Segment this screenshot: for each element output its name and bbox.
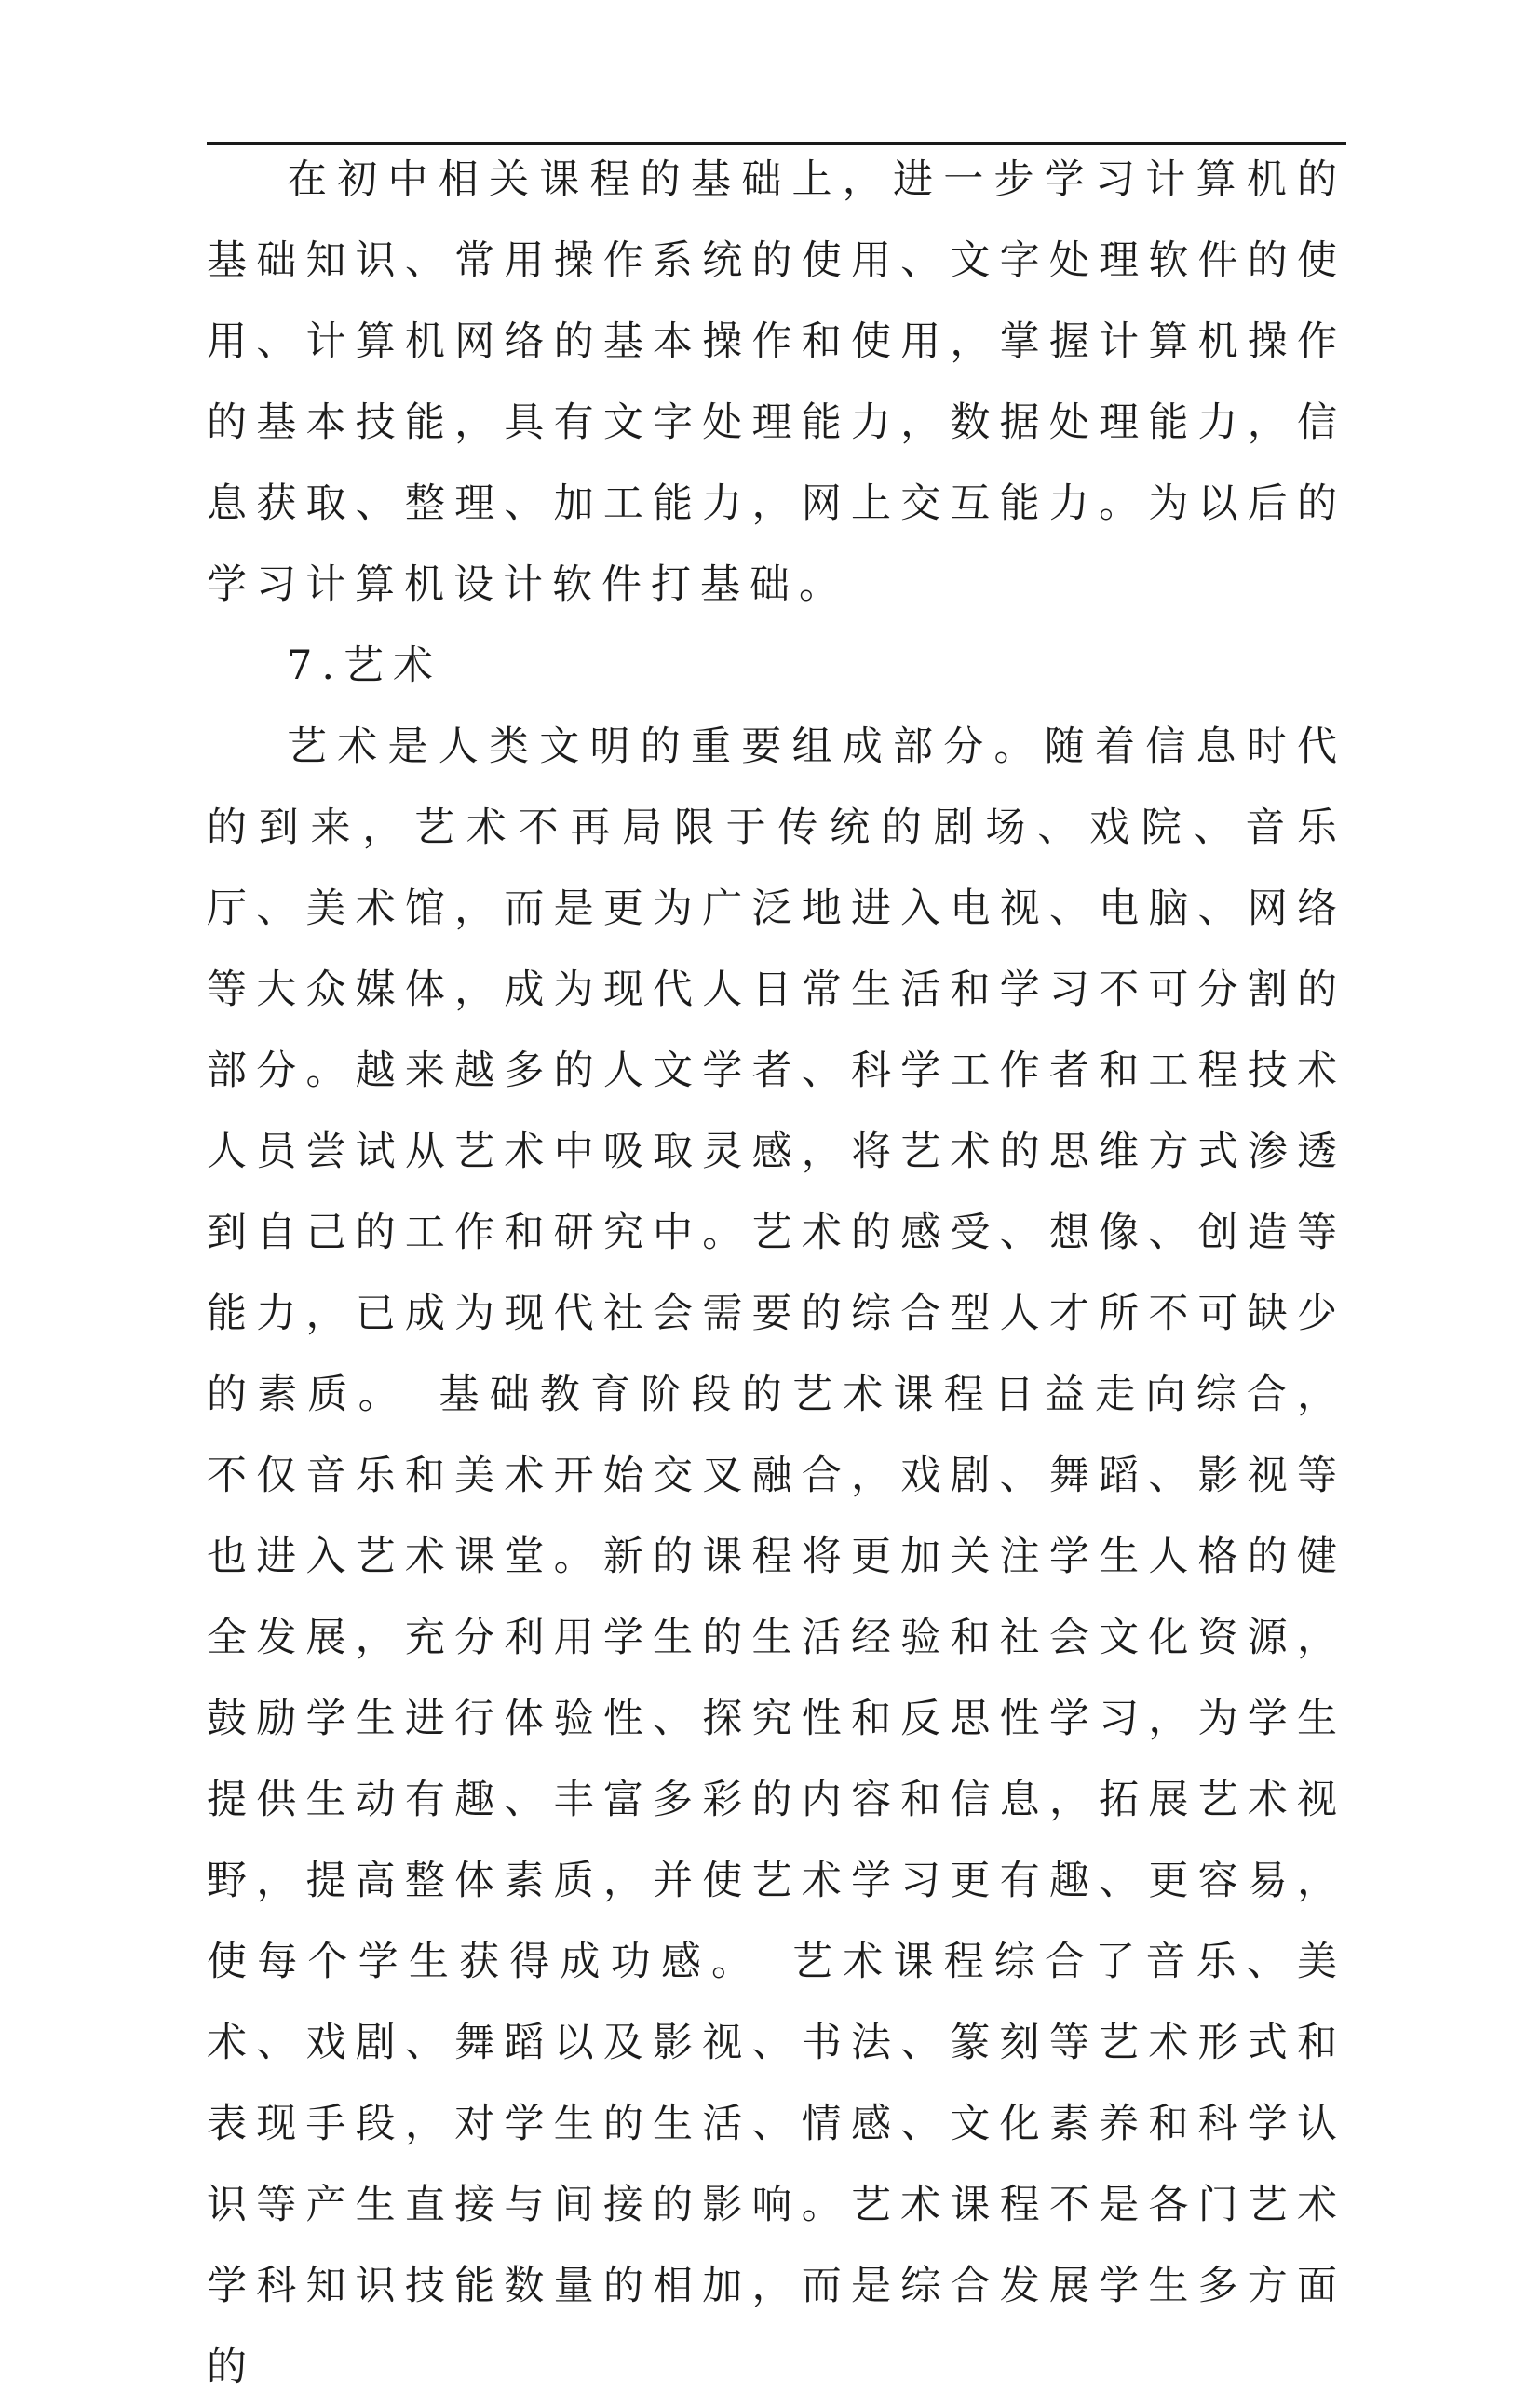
document-body [207,140,1346,2408]
paragraph-computer-course: 在初中相关课程的基础上，进一步学习计算机的基础知识、常用操作系统的使用、文字处理软件的使用、计算机网络的基本操作和使用，掌握计算机操作的基本技能，具有文字处理能力，数据处理能力，信息获取、整理、加工能力，网上交互能力。为以后的学习计算机设计软件打基础。 [207,156,1346,608]
section-heading-art: 7.艺术 [287,643,443,689]
paragraph-art-course: 艺术是人类文明的重要组成部分。随着信息时代的到来，艺术不再局限于传统的剧场、戏院、音乐厅、美术馆，而是更为广泛地进入电视、电脑、网络等大众媒体，成为现代人日常生活和学习不可分割的部分。越来越多的人文学者、科学工作者和工程技术人员尝试从艺术中吸取灵感，将艺术的思维方式渗透到自己的工作和研究中。艺术的感受、想像、创造等能力，已成为现代社会需要的综合型人才所不可缺少的素质。 基础教育阶段的艺术课程日益走向综合，不仅音乐和美术开始交叉融合，戏剧、舞蹈、影视等也进入艺术课堂。新的课程将更加关注学生人格的健全发展，充分利用学生的生活经验和社会文化资源，鼓励学生进行体验性、探究性和反思性学习，为学生提供生动有趣、丰富多彩的内容和信息，拓展艺术视野，提高整体素质，并使艺术学习更有趣、更容易，使每个学生获得成功感。 艺术课程综合了音乐、美术、戏剧、舞蹈以及影视、书法、篆刻等艺术形式和表现手段，对学生的生活、情感、文化素养和科学认识等产生直接与间接的影响。艺术课程不是各门艺术学科知识技能数量的相加，而是综合发展学生多方面的 [207,724,1346,2390]
